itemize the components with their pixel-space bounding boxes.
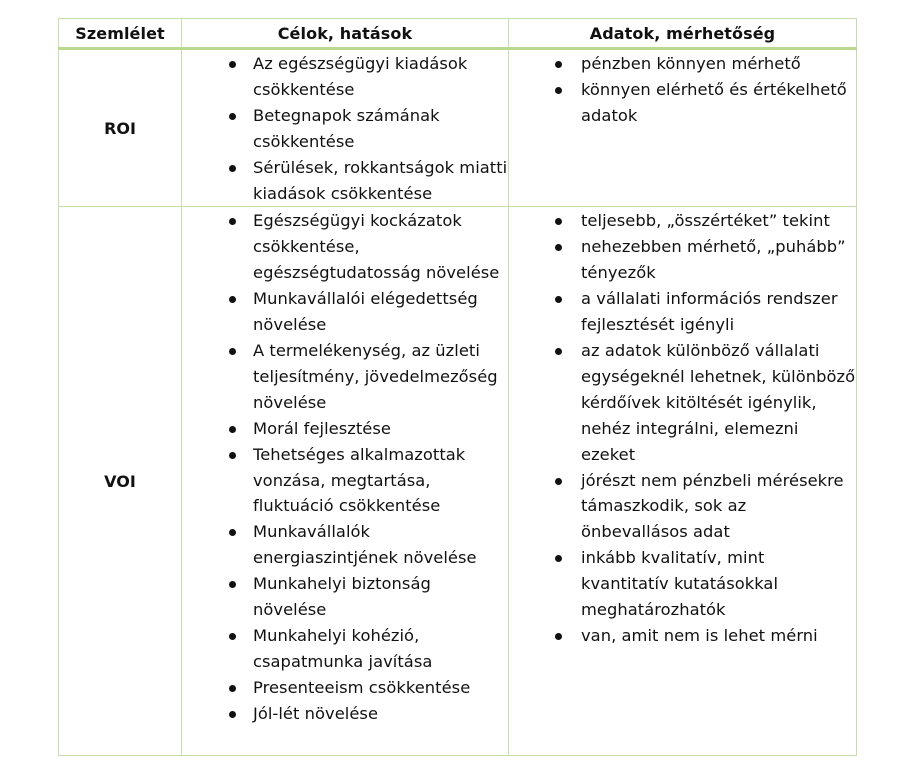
list-item xyxy=(509,51,856,77)
list-item-text: Sérülések, rokkantságok miatti kiadások csökkentése xyxy=(253,157,508,203)
header-approach: Szemlélet xyxy=(59,19,182,49)
list-item-text: Az egészségügyi kiadások csökkentése xyxy=(253,54,468,99)
bullet-icon xyxy=(229,711,236,718)
bullet-icon xyxy=(229,218,236,225)
list-item-text: Munkahelyi kohézió, csapatmunka javítása xyxy=(253,625,433,671)
roi-data-cell xyxy=(509,49,857,207)
list-item-text: Munkavállalók energiaszintjének növelése xyxy=(253,522,477,568)
list-item xyxy=(509,338,856,468)
list-item xyxy=(182,442,508,520)
list-item xyxy=(182,416,508,442)
list-item-text: Jól-lét növelése xyxy=(253,703,379,723)
bullet-icon xyxy=(229,581,236,588)
bullet-icon xyxy=(229,165,236,172)
list-item xyxy=(182,623,508,675)
list-item-text: Munkahelyi biztonság növelése xyxy=(253,574,431,620)
row-label-roi: ROI xyxy=(59,49,182,207)
bullet-icon xyxy=(555,218,562,225)
bullet-icon xyxy=(555,87,562,94)
list-item-text: inkább kvalitatív, mint kvantitatív kutatásokkal meghatározhatók xyxy=(581,548,779,620)
list-item-text: pénzben könnyen mérhető xyxy=(581,54,801,73)
row-label-voi: VOI xyxy=(59,207,182,756)
bullet-icon xyxy=(555,478,562,485)
list-item xyxy=(182,338,508,416)
list-item xyxy=(182,571,508,623)
list-item-text: teljesebb, „összértéket” tekint xyxy=(581,211,830,231)
list-item-text: A termelékenység, az üzleti teljesítmény, jövedelmezőség növelése xyxy=(253,340,498,412)
voi-goals-cell xyxy=(182,207,509,756)
table-row-roi xyxy=(59,49,857,207)
bullet-icon xyxy=(555,348,562,355)
list-item-text: van, amit nem is lehet mérni xyxy=(581,625,818,645)
list-item-text: Presenteeism csökkentése xyxy=(253,677,471,697)
list-item xyxy=(182,519,508,571)
bullet-icon xyxy=(555,61,562,68)
list-item xyxy=(182,701,508,727)
header-goals: Célok, hatások xyxy=(182,19,509,49)
list-item xyxy=(182,103,508,155)
bullet-icon xyxy=(229,113,236,120)
table-row-voi xyxy=(59,207,857,756)
roi-goals-list xyxy=(182,50,508,206)
bullet-icon xyxy=(555,244,562,251)
bullet-icon xyxy=(229,452,236,459)
bullet-icon xyxy=(229,529,236,536)
comparison-table xyxy=(58,18,857,756)
list-item xyxy=(182,286,508,338)
list-item-text: könnyen elérhető és értékelhető adatok xyxy=(581,79,847,125)
list-item xyxy=(509,623,856,649)
header-row xyxy=(59,19,857,49)
voi-goals-list xyxy=(182,207,508,726)
list-item xyxy=(509,208,856,234)
bullet-icon xyxy=(229,426,236,433)
list-item-text: a vállalati információs rendszer fejlesztését igényli xyxy=(581,289,838,335)
bullet-icon xyxy=(229,685,236,692)
bullet-icon xyxy=(555,633,562,640)
voi-data-cell xyxy=(509,207,857,756)
list-item xyxy=(509,234,856,286)
roi-goals-cell xyxy=(182,49,509,207)
list-item-text: Betegnapok számának csökkentése xyxy=(253,105,440,151)
bullet-icon xyxy=(229,296,236,303)
list-item xyxy=(509,545,856,623)
roi-data-list xyxy=(509,50,856,129)
bullet-icon xyxy=(555,296,562,303)
list-item-text: nehezebben mérhető, „puhább” tényezők xyxy=(581,237,846,283)
list-item xyxy=(509,77,856,129)
bullet-icon xyxy=(555,555,562,562)
list-item xyxy=(182,155,508,207)
list-item-text: Tehetséges alkalmazottak vonzása, megtartása, fluktuáció csökkentése xyxy=(253,444,466,516)
list-item xyxy=(182,675,508,701)
bullet-icon xyxy=(229,61,236,68)
list-item-text: az adatok különböző vállalati egységeknél lehetnek, különböző kérdőívek kitöltését igénylik, nehéz integrálni, elemezni ezeket xyxy=(581,340,856,464)
bullet-icon xyxy=(229,633,236,640)
list-item-text: Egészségügyi kockázatok csökkentése, egészségtudatosság növelése xyxy=(253,211,500,283)
voi-data-list xyxy=(509,207,856,648)
list-item-text: Munkavállalói elégedettség növelése xyxy=(253,289,478,335)
list-item xyxy=(509,468,856,546)
list-item-text: Morál fejlesztése xyxy=(253,418,391,438)
list-item xyxy=(509,286,856,338)
list-item xyxy=(182,208,508,286)
list-item xyxy=(182,51,508,103)
list-item-text: jórészt nem pénzbeli mérésekre támaszkodik, sok az önbevallásos adat xyxy=(581,470,844,542)
header-data: Adatok, mérhetőség xyxy=(509,19,857,49)
bullet-icon xyxy=(229,348,236,355)
